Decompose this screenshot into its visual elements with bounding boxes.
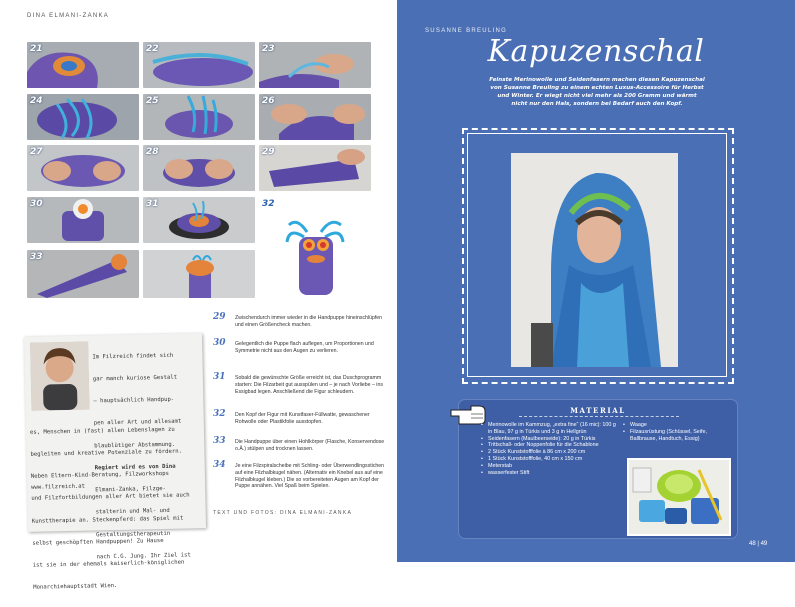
photo-number: 28 — [146, 147, 159, 157]
step-photo-26 — [259, 94, 371, 140]
bio-line: es, Menschen in (fast) allen Lebenslagen zu — [29, 426, 175, 436]
photo-number: 33 — [30, 252, 43, 262]
bio-line: Monarchiehauptstadt Wien. — [33, 583, 118, 592]
step-photo-22 — [143, 42, 255, 88]
photo-number: 29 — [262, 147, 275, 157]
page-numbers: 48 | 49 — [749, 541, 768, 547]
step-photo-34 — [143, 250, 255, 298]
material-item: • 2 Stück Kunststofffolie à 86 cm x 200 cm — [481, 449, 616, 456]
intro-line: Feinste Merinowolle und Seidenfasern machen diesen Kapuzenschal — [489, 77, 705, 83]
material-list-left — [481, 422, 616, 476]
material-title: MATERIAL — [570, 406, 626, 415]
bio-line: Kunsttherapie an. Steckenpferd: das Spiel mit — [31, 515, 184, 525]
bio-line: begleiten und kreative Potenziale zu fördern. — [30, 448, 183, 458]
step-photo-33 — [27, 250, 139, 298]
material-item: • Seidenfasern (Maulbeerseide): 20 g in Türkis — [481, 436, 616, 443]
step-number: 31 — [213, 372, 226, 382]
material-item: • 1 Stück Kunststofffolie, 40 cm x 150 cm — [481, 456, 616, 463]
step-text: Die Handpuppe über einen Hohlkörper (Flasche, Konservendose o.Ä.) stülpen und trocknen lassen. — [235, 439, 385, 452]
step-number: 30 — [213, 338, 226, 348]
step-text: Den Kopf der Figur mit Kunstfaser-Füllwatte, gewaschener Rohwolle oder Plastikfolie ausstopfen. — [235, 412, 370, 425]
photo-number: 24 — [30, 96, 43, 106]
step-photo-29 — [259, 145, 371, 191]
bio-line: nach C.G. Jung. Ihr Ziel ist — [96, 552, 191, 561]
article-title: Kapuzenschal — [487, 34, 705, 69]
bio-line: pen aller Art und allesamt — [93, 419, 182, 427]
left-running-head: DINA ELMANI-ZANKA — [27, 13, 110, 19]
step-text: Gelegentlich die Puppe flach auflegen, um Proportionen und Symmetrie nicht aus den Augen zu verlieren. — [235, 341, 374, 354]
material-item: • wasserfester Stift — [481, 470, 616, 477]
photo-number: 31 — [146, 199, 159, 209]
step-photo-28 — [143, 145, 255, 191]
bio-line: gar manch kuriose Gestalt — [92, 374, 178, 383]
step-photo-27 — [27, 145, 139, 191]
photo-number: 27 — [30, 147, 43, 157]
filzreich-link[interactable]: www.filzreich.at — [31, 483, 86, 491]
bio-line: Regiert wird es von Dina — [94, 463, 176, 472]
article-intro — [472, 76, 722, 108]
step-photo-23 — [259, 42, 371, 88]
bio-line: – hauptsächlich Handpup- — [93, 397, 175, 405]
bio-line: selbst geschöpften Handpuppen! Zu Hause — [32, 537, 164, 547]
intro-line: und Winter. Er wiegt nicht viel mehr als 200 Gramm und wärmt — [497, 93, 697, 99]
step-number: 34 — [213, 460, 226, 470]
bio-line: Neben Eltern-Kind-Beratung, Filzworkshops — [30, 471, 170, 481]
material-item: • Waage — [623, 422, 728, 429]
photo-number: 26 — [262, 96, 275, 106]
step-text: Sobald die gewünschte Größe erreicht ist, das Duschprogramm starten: Die Filzarbeit gut ausspülen und – je nach Vorliebe – ins Essigbad legen. Anschließend die Figur schleudern. — [235, 375, 383, 395]
left-page — [0, 0, 397, 592]
author-bio-card — [24, 333, 206, 592]
step-number: 29 — [213, 312, 226, 322]
photo-number: 22 — [146, 44, 159, 54]
bio-line: und Filzfortbildungen aller Art bietet sie auch — [31, 492, 190, 503]
material-item: • Trittschall- oder Noppenfolie für die Schablone — [481, 442, 616, 449]
photo-number: 30 — [30, 199, 43, 209]
step-number: 32 — [213, 409, 226, 419]
step-number: 33 — [213, 436, 226, 446]
right-running-head: SUSANNE BREULING — [425, 28, 508, 34]
photo-number: 25 — [146, 96, 159, 106]
step-text: Je eine Filzspiralscheibe mit Schling- oder Überwendlingsstichen auf eine Filzhalbkugel nähen. (Alternativ ein Knebel aus auf eine Filzhalbkugel kleben.) Die so vorbereiteten Augen am Kopf der Puppe annähen. Viel Spaß beim Spielen. — [235, 463, 385, 490]
bio-line: Im Filzreich findet sich — [92, 352, 174, 361]
right-page — [397, 0, 795, 562]
photo-number: 32 — [262, 199, 275, 209]
intro-line: von Susanne Breuling zu einem echten Luxus-Accessoire für Herbst — [490, 85, 704, 91]
bio-line: ist sie in der ehemals kaiserlich-königlichen — [32, 559, 185, 569]
bio-line: Gestaltungstherapeutin — [96, 530, 171, 538]
material-box — [459, 400, 737, 538]
materials-photo — [627, 458, 731, 536]
material-item: • Filzausrüstung (Schüssel, Seife, Ballbrause, Handtuch, Essig) — [623, 429, 728, 443]
photo-number: 21 — [30, 44, 43, 54]
step-text: Zwischendurch immer wieder in die Handpuppe hineinschlüpfen und einen Größencheck machen. — [235, 315, 383, 328]
photo-number: 23 — [262, 44, 275, 54]
photo-credit: TEXT UND FOTOS: DINA ELMANI-ZANKA — [213, 510, 353, 516]
step-photo-32 — [259, 197, 371, 297]
bio-line: Elmani-Zanka, Filzge- — [95, 486, 166, 494]
material-item: • Merinowolle im Kammzug, „extra fine“ (16 mic): 100 g in Blau, 97 g in Türkis und 3 g in Hellgrün — [481, 422, 616, 436]
hooded-scarf-photo — [511, 153, 678, 367]
intro-line: nicht nur den Hals, sondern bei Bedarf auch den Kopf. — [511, 101, 683, 107]
bio-line: stalterin und Mal- und — [95, 508, 170, 516]
step-photo-21 — [27, 42, 139, 88]
step-photo-25 — [143, 94, 255, 140]
author-portrait — [30, 342, 89, 411]
step-photo-24 — [27, 94, 139, 140]
material-item: • Meterstab — [481, 463, 616, 470]
divider — [519, 416, 679, 418]
material-list-right — [623, 422, 728, 442]
step-photo-31 — [143, 197, 255, 243]
bio-line: blaublütiger Abstammung. — [94, 441, 176, 450]
step-photo-30 — [27, 197, 139, 243]
